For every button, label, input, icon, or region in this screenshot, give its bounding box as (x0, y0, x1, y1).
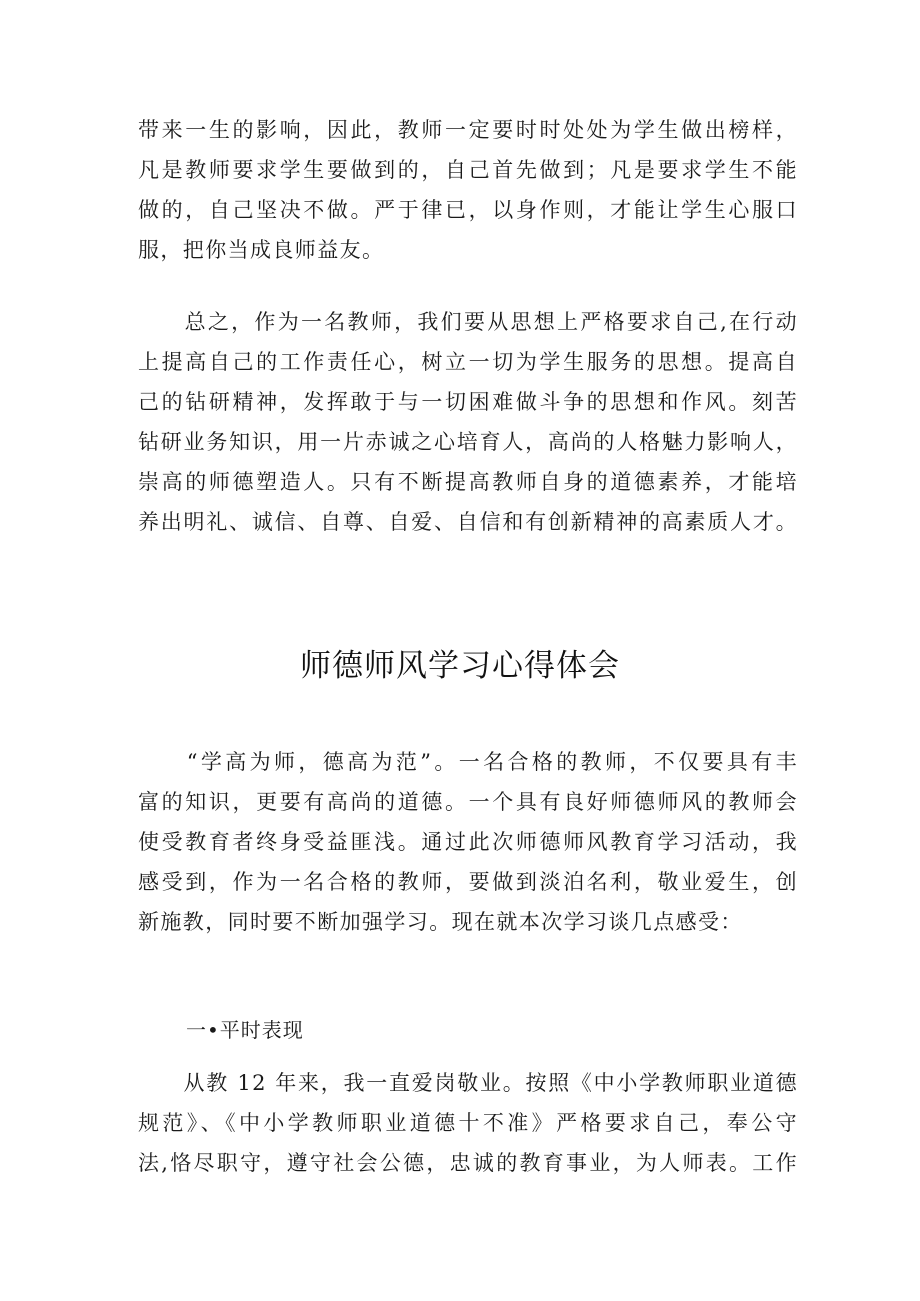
paragraph-4 (138, 1063, 798, 1183)
paragraph-line: 规范》、《中小学教师职业道德十不准》严格要求自己，奉公守 (138, 1111, 798, 1135)
paragraph-line: 使受教育者终身受益匪浅。通过此次师德师风教育学习活动，我 (138, 830, 798, 854)
paragraph-3 (138, 742, 798, 942)
paragraph-line: 养出明礼、诚信、自尊、自爱、自信和有创新精神的高素质人才。 (138, 510, 798, 534)
paragraph-2 (138, 302, 798, 542)
paragraph-1 (138, 110, 798, 270)
paragraph-line: 崇高的师德塑造人。只有不断提高教师自身的道德素养，才能培 (138, 470, 798, 494)
paragraph-line: 做的，自己坚决不做。严于律已，以身作则，才能让学生心服口 (138, 198, 798, 222)
paragraph-line: 带来一生的影响，因此，教师一定要时时处处为学生做出榜样， (138, 118, 798, 142)
paragraph-line: 凡是教师要求学生要做到的，自己首先做到；凡是要求学生不能 (138, 158, 798, 182)
paragraph-line: 总之，作为一名教师，我们要从思想上严格要求自己,在行动 (138, 310, 798, 334)
paragraph-line: 新施教，同时要不断加强学习。现在就本次学习谈几点感受： (138, 910, 743, 934)
paragraph-line: 法,恪尽职守，遵守社会公德，忠诚的教育事业，为人师表。工作 (138, 1151, 798, 1175)
paragraph-line: 服，把你当成良师益友。 (138, 238, 385, 262)
paragraph-line: 己的钻研精神，发挥敢于与一切困难做斗争的思想和作风。刻苦 (138, 390, 798, 414)
section-heading: 一•平时表现 (186, 1018, 304, 1042)
document-title: 师德师风学习心得体会 (300, 648, 620, 684)
paragraph-line: 钻研业务知识，用一片赤诚之心培育人，高尚的人格魅力影响人， (138, 430, 798, 454)
paragraph-line: “学高为师，德高为范”。一名合格的教师，不仅要具有丰 (138, 750, 798, 774)
paragraph-line: 上提高自己的工作责任心，树立一切为学生服务的思想。提高自 (138, 350, 798, 374)
paragraph-line: 从教 12 年来，我一直爱岗敬业。按照《中小学教师职业道德 (138, 1071, 798, 1095)
paragraph-line: 感受到，作为一名合格的教师，要做到淡泊名利，敬业爱生，创 (138, 870, 798, 894)
paragraph-line: 富的知识，更要有高尚的道德。一个具有良好师德师风的教师会 (138, 790, 798, 814)
